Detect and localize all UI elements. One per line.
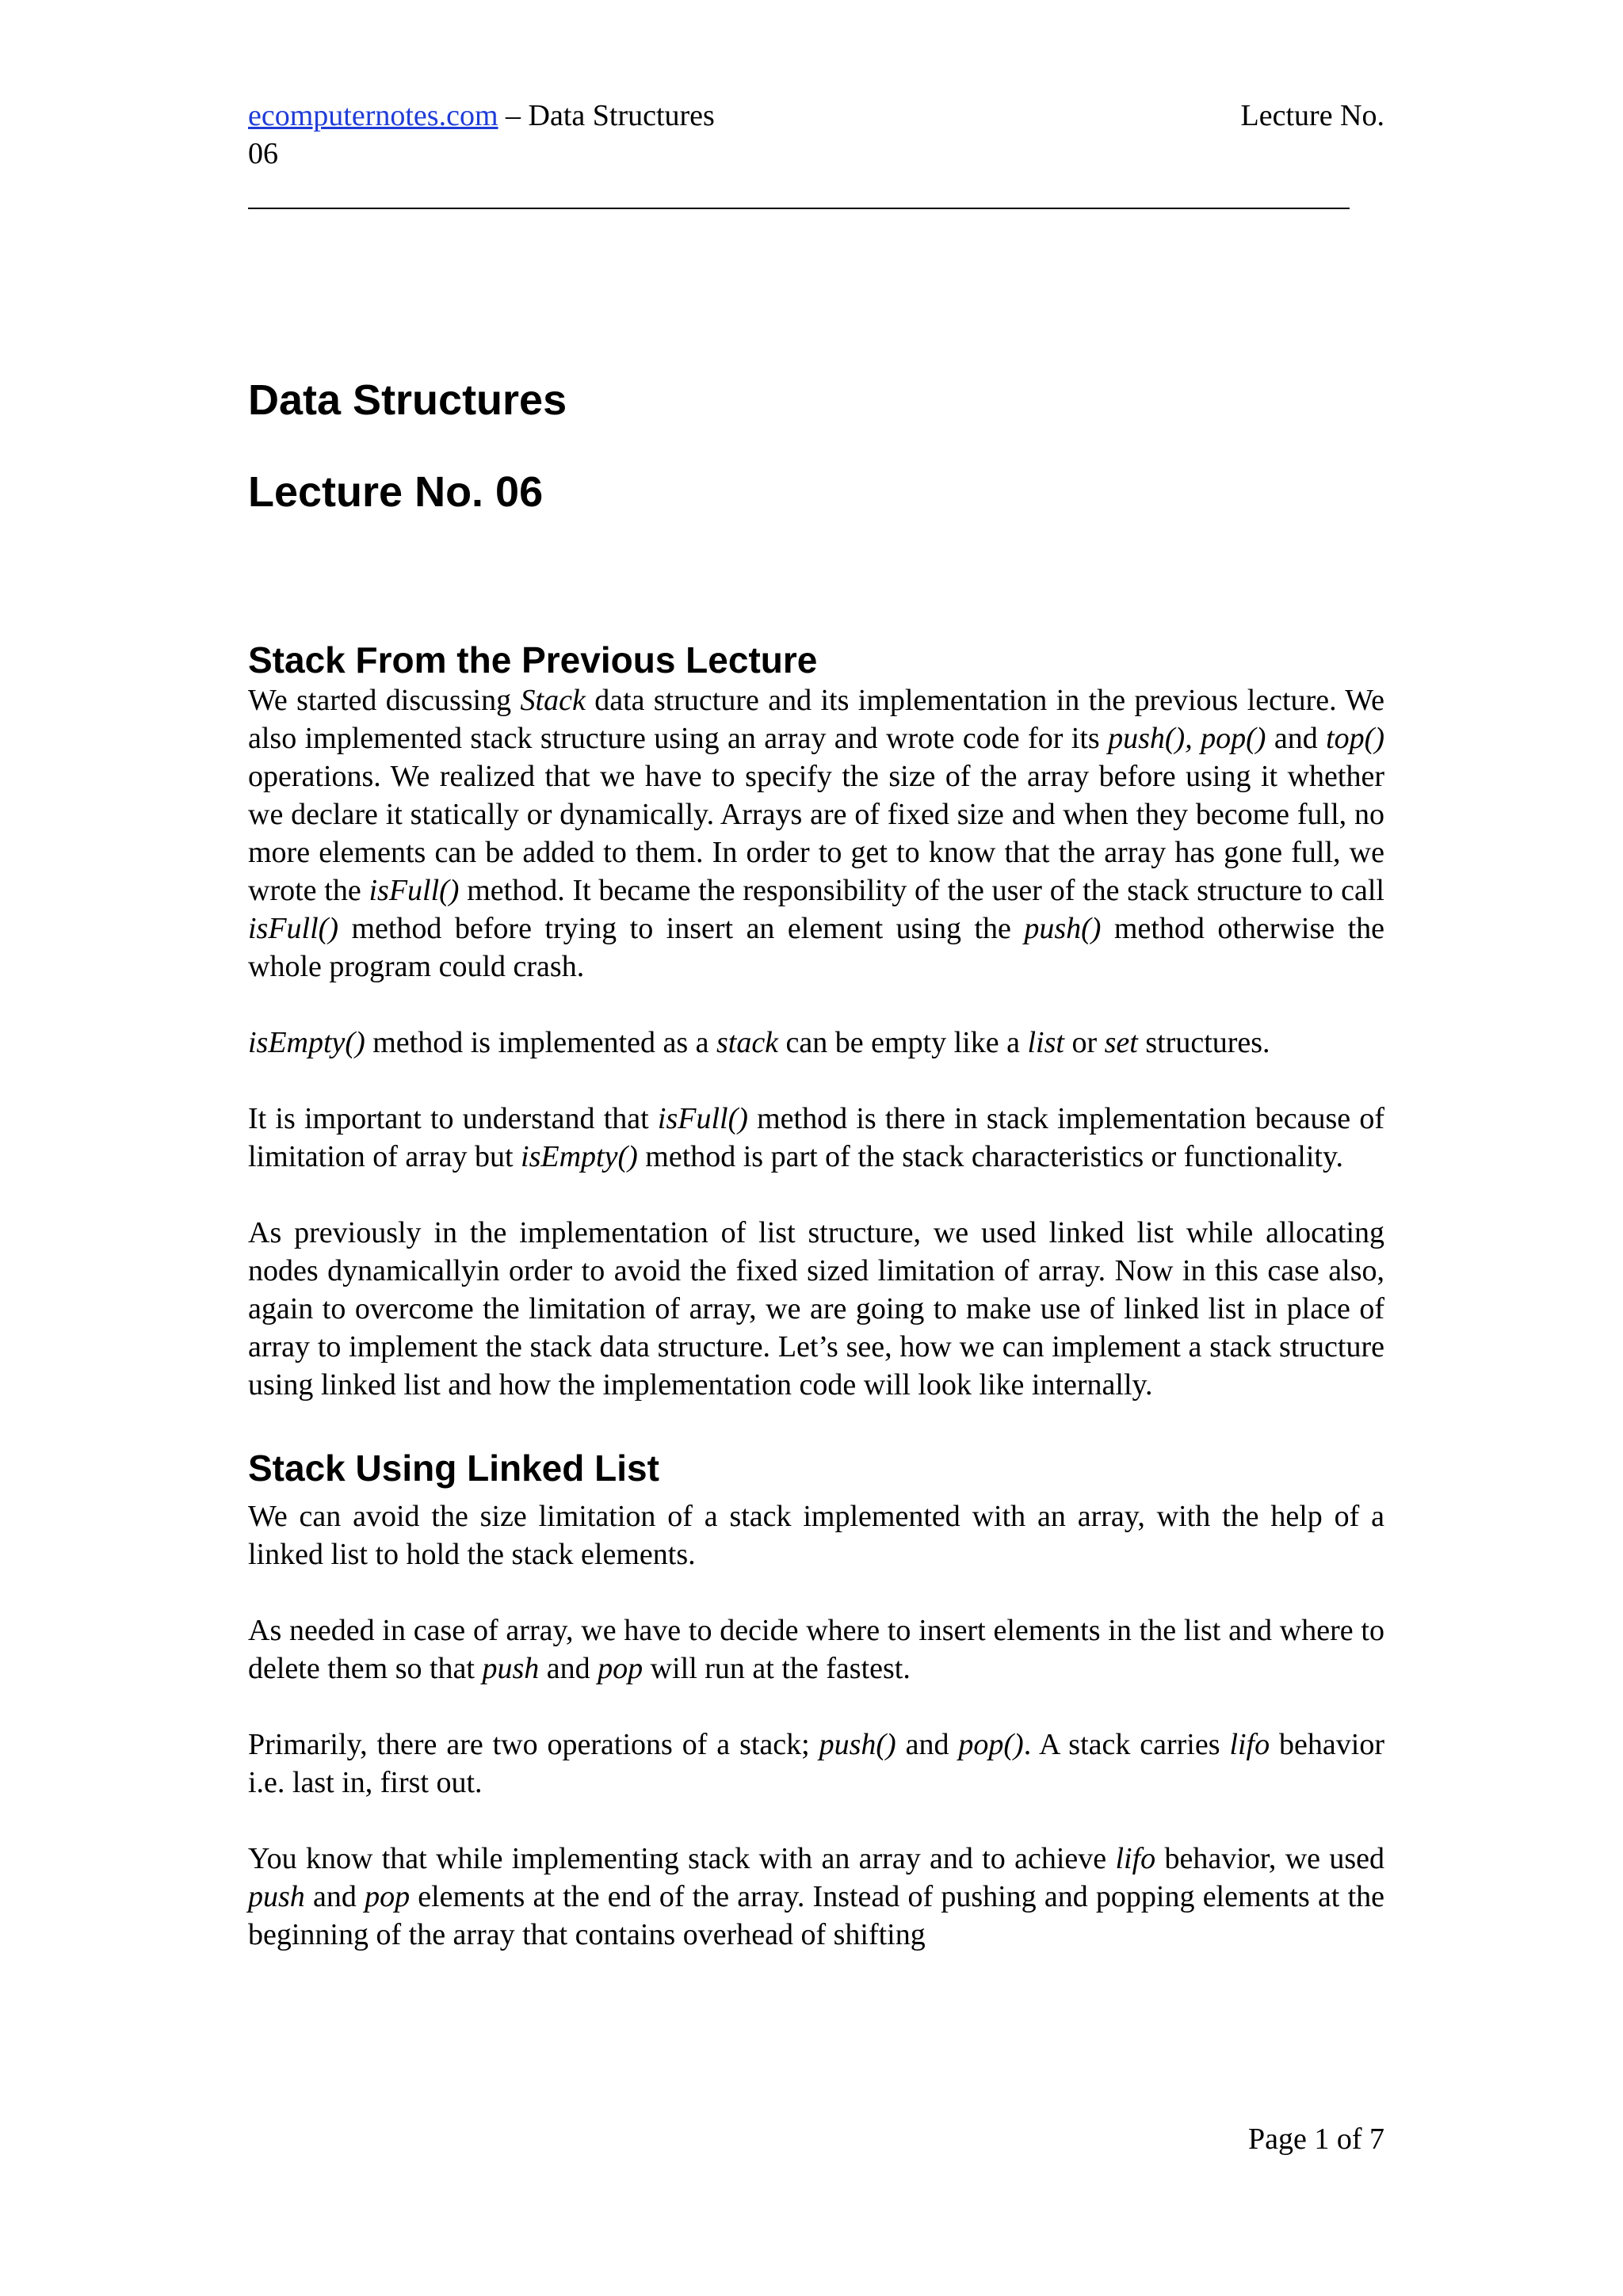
italic-term: lifo bbox=[1115, 1842, 1156, 1875]
italic-term: list bbox=[1027, 1026, 1064, 1059]
italic-term: isFull() bbox=[248, 912, 338, 945]
page-number: Page 1 of 7 bbox=[1247, 2122, 1384, 2156]
section-heading: Stack From the Previous Lecture bbox=[248, 639, 818, 681]
italic-term: pop() bbox=[958, 1728, 1024, 1761]
italic-term: push bbox=[482, 1652, 540, 1685]
italic-term: isFull() bbox=[369, 874, 460, 907]
paragraph: We can avoid the size limitation of a stack implemented with an array, with the help of a linked list to hold the stack elements. bbox=[248, 1500, 1384, 1571]
paragraph: You know that while implementing stack with an array and to achieve lifo behavior, we used push and pop elements at the end of the array. Instead of pushing and popping elements at the beginning of the array that contains overhead of shifting bbox=[248, 1842, 1384, 1951]
italic-term: pop bbox=[598, 1652, 643, 1685]
italic-term: stack bbox=[716, 1026, 779, 1059]
lecture-title: Lecture No. 06 bbox=[248, 468, 544, 516]
header-lecture-number: 06 bbox=[248, 137, 278, 170]
document-title: Data Structures bbox=[248, 376, 567, 424]
italic-term: push(), pop() bbox=[1108, 722, 1266, 755]
paragraph: Primarily, there are two operations of a stack; push() and pop(). A stack carries lifo behavior i.e. last in, first out. bbox=[248, 1728, 1384, 1799]
italic-term: set bbox=[1104, 1026, 1138, 1059]
italic-term: top() bbox=[1326, 722, 1384, 755]
italic-term: push() bbox=[1024, 912, 1102, 945]
header-lecture-label: Lecture No. bbox=[1240, 99, 1384, 132]
italic-term: Stack bbox=[520, 684, 586, 717]
paragraph: As needed in case of array, we have to decide where to insert elements in the list and where to delete them so that push and pop will run at the fastest. bbox=[248, 1614, 1384, 1685]
running-header bbox=[248, 97, 1384, 173]
paragraph: isEmpty() method is implemented as a stack can be empty like a list or set structures. bbox=[248, 1026, 1270, 1059]
header-rule bbox=[248, 208, 1350, 209]
section-heading: Stack Using Linked List bbox=[248, 1447, 659, 1489]
site-link[interactable]: ecomputernotes.com bbox=[248, 99, 498, 132]
main-content bbox=[248, 639, 1384, 1954]
italic-term: push() bbox=[819, 1728, 896, 1761]
italic-term: isFull() bbox=[657, 1102, 748, 1135]
header-subject: – Data Structures bbox=[498, 99, 715, 132]
italic-term: isEmpty() bbox=[521, 1140, 638, 1173]
italic-term: isEmpty() bbox=[248, 1026, 365, 1059]
paragraph: It is important to understand that isFull() method is there in stack implementation because of limitation of array but isEmpty() method is part of the stack characteristics or functionality. bbox=[248, 1102, 1384, 1173]
italic-term: push bbox=[248, 1880, 305, 1913]
paragraph: We started discussing Stack data structure and its implementation in the previous lecture. We also implemented stack structure using an array and wrote code for its push(), pop() and top() operations. We realized that we have to specify the size of the array before using it whether we declare it statically or dynamically. Arrays are of fixed size and when they become full, no more elements can be added to them. In order to get to know that the array has gone full, we wrote the isFull() method. It became the responsibility of the user of the stack structure to call isFull() method before trying to insert an element using the push() method otherwise the whole program could crash. bbox=[248, 684, 1384, 983]
paragraph: As previously in the implementation of list structure, we used linked list while allocating nodes dynamicallyin order to avoid the fixed sized limitation of array. Now in this case also, again to overcome the limitation of array, we are going to make use of linked list in place of array to implement the stack data structure. Let’s see, how we can implement a stack structure using linked list and how the implementation code will look like internally. bbox=[248, 1216, 1384, 1402]
header-left bbox=[248, 97, 715, 135]
italic-term: pop bbox=[365, 1880, 411, 1913]
italic-term: lifo bbox=[1229, 1728, 1270, 1761]
